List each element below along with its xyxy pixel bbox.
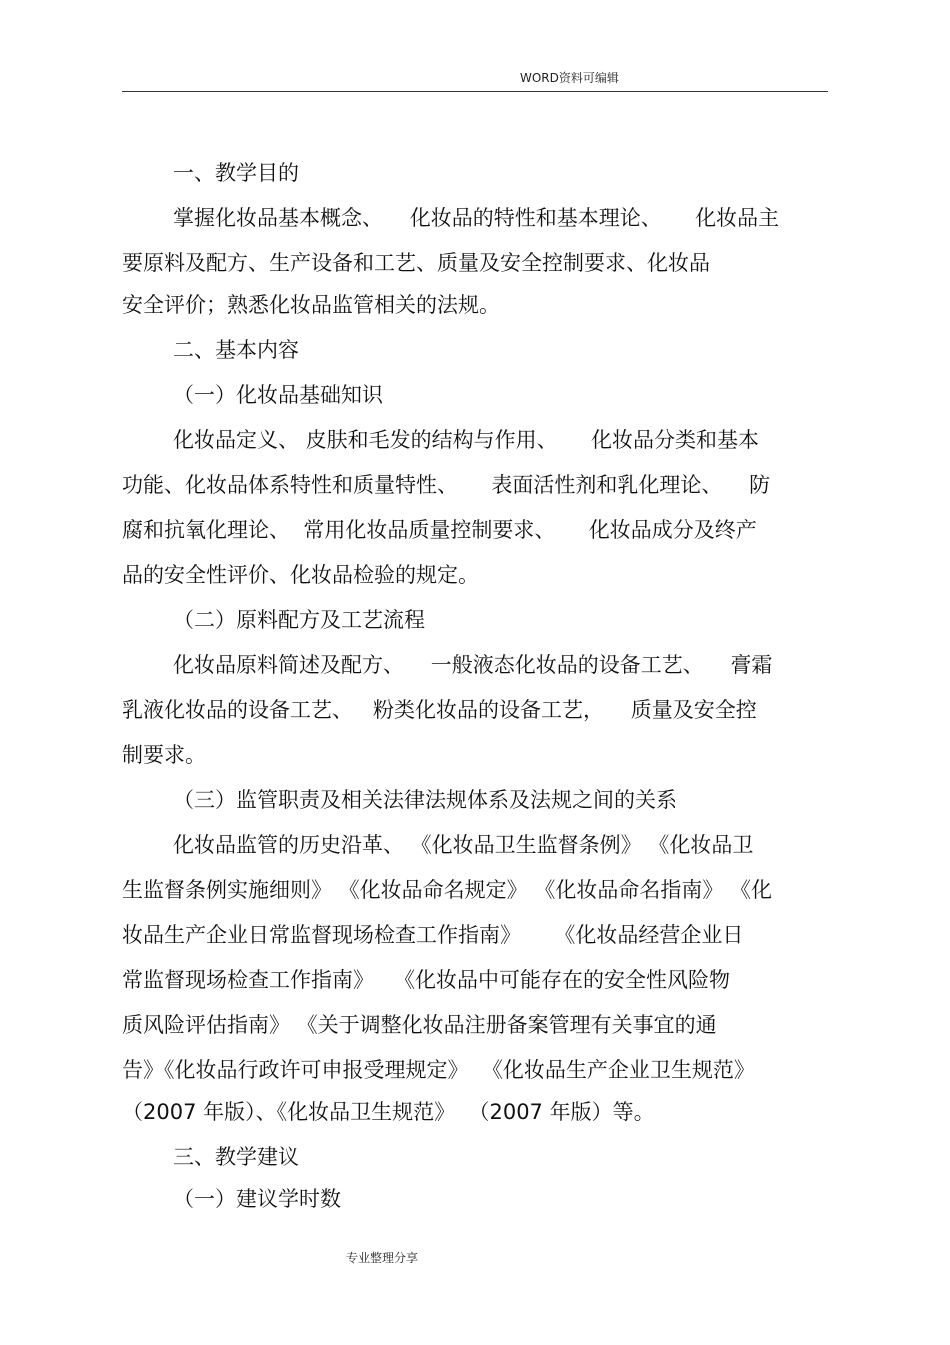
paragraph-line: 化妆品原料简述及配方、 一般液态化妆品的设备工艺、 膏霜 xyxy=(173,653,773,677)
paragraph-line: （2007 年版）、《化妆品卫生规范》 （2007 年版）等。 xyxy=(122,1100,655,1124)
paragraph-line: 常监督现场检查工作指南》 《化妆品中可能存在的安全性风险物 xyxy=(122,968,731,992)
header-label: WORD资料可编辑 xyxy=(520,71,619,85)
paragraph-line: 告》《化妆品行政许可申报受理规定》 《化妆品生产企业卫生规范》 xyxy=(122,1058,755,1082)
paragraph-line: 妆品生产企业日常监督现场检查工作指南》 《化妆品经营企业日 xyxy=(122,923,744,947)
paragraph-line: 生监督条例实施细则》 《化妆品命名规定》 《化妆品命名指南》 《化 xyxy=(122,878,773,902)
paragraph-line: 制要求。 xyxy=(122,743,206,767)
section-heading-teaching-suggestions: 三、教学建议 xyxy=(173,1145,299,1169)
paragraph-line: 化妆品监管的历史沿革、 《化妆品卫生监督条例》 《化妆品卫 xyxy=(173,833,754,857)
paragraph-line: 掌握化妆品基本概念、 化妆品的特性和基本理论、 化妆品主 xyxy=(173,206,780,230)
header-divider xyxy=(122,91,828,92)
paragraph-line: 乳液化妆品的设备工艺、 粉类化妆品的设备工艺， 质量及安全控 xyxy=(122,698,757,722)
subsection-heading: （二）原料配方及工艺流程 xyxy=(173,608,425,632)
paragraph-line: 功能、化妆品体系特性和质量特性、 表面活性剂和乳化理论、 防 xyxy=(122,473,771,497)
subsection-heading: （三）监管职责及相关法律法规体系及法规之间的关系 xyxy=(173,788,677,812)
paragraph-line: 化妆品定义、 皮肤和毛发的结构与作用、 化妆品分类和基本 xyxy=(173,428,760,452)
paragraph-line: 腐和抗氧化理论、 常用化妆品质量控制要求、 化妆品成分及终产 xyxy=(122,518,757,542)
page-footer: 专业整理分享 xyxy=(346,1251,419,1265)
subsection-heading: （一）化妆品基础知识 xyxy=(173,383,383,407)
section-heading-teaching-goal: 一、教学目的 xyxy=(173,161,299,185)
paragraph-line: 质风险评估指南》 《关于调整化妆品注册备案管理有关事宜的通 xyxy=(122,1013,717,1037)
paragraph-line: 要原料及配方、生产设备和工艺、质量及安全控制要求、化妆品 xyxy=(122,251,710,275)
subsection-heading: （一）建议学时数 xyxy=(173,1187,341,1211)
paragraph-line: 安全评价；熟悉化妆品监管相关的法规。 xyxy=(122,293,500,317)
paragraph-line: 品的安全性评价、化妆品检验的规定。 xyxy=(122,563,479,587)
section-heading-basic-content: 二、基本内容 xyxy=(173,338,299,362)
